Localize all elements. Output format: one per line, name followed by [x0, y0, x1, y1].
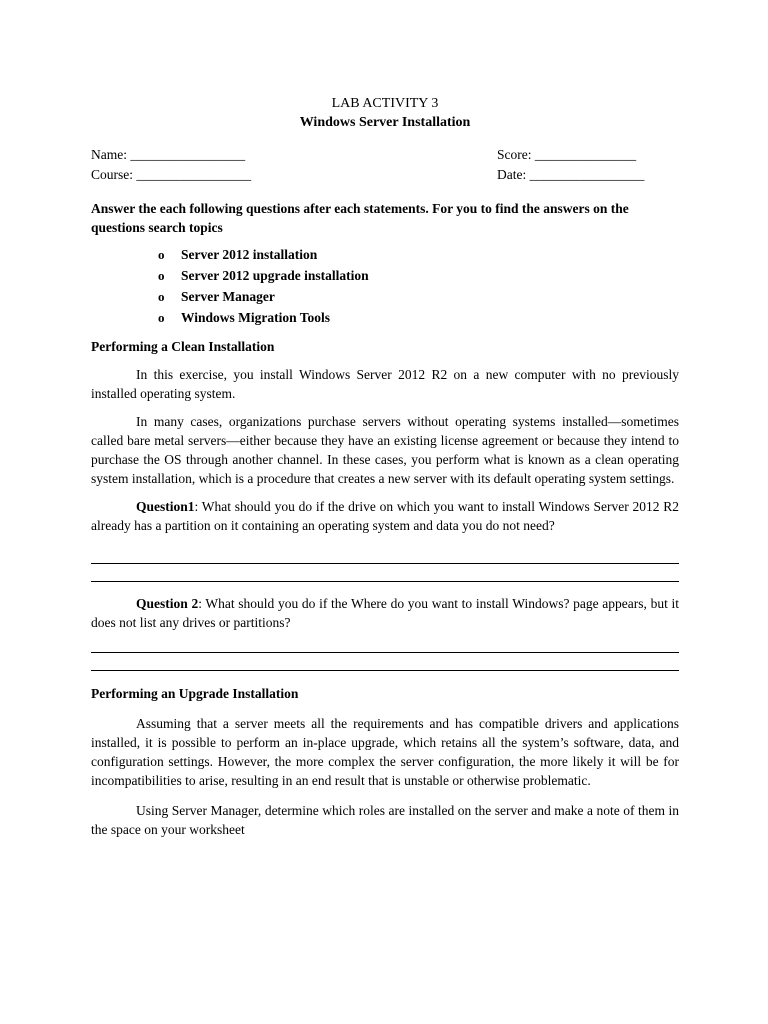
- list-item: [158, 308, 679, 329]
- upgrade-install-paragraph-1: Assuming that a server meets all the requirements and has compatible drivers and applications installed, it is possible to perform an in-place upgrade, which retains all the system’s software, data, and configuration settings. However, the more complex the server configuration, the more likely it will be for incompatibilities to arise, resulting in an end result that is unstable or otherwise problematic.: [91, 716, 679, 788]
- date-field: Date: _________________: [497, 167, 645, 182]
- answer-line: [91, 581, 679, 582]
- question-1: [91, 497, 679, 535]
- answer-line: [91, 670, 679, 671]
- section-heading-clean-install: Performing a Clean Installation: [91, 339, 275, 354]
- clean-install-paragraph-1: In this exercise, you install Windows Server 2012 R2 on a new computer with no previously installed operating system.: [91, 367, 679, 401]
- list-item: [158, 266, 679, 287]
- topic-label: Server 2012 installation: [181, 247, 318, 262]
- topic-label: Server Manager: [181, 289, 275, 304]
- list-item: [158, 245, 679, 266]
- field-row-2: [91, 165, 679, 185]
- name-field: Name: _________________: [91, 147, 246, 162]
- answer-line: [91, 652, 679, 653]
- list-item: [158, 287, 679, 308]
- score-field: Score: _______________: [497, 147, 637, 162]
- question-1-text: : What should you do if the drive on which you want to install Windows Server 2012 R2 already has a partition on it containing an operating system and data you do not need?: [91, 499, 679, 533]
- topics-list: [91, 245, 679, 329]
- bullet-icon: o: [158, 310, 165, 325]
- instructions: Answer the each following questions after each statements. For you to find the answers on the questions search topics: [91, 201, 629, 235]
- question-2-text: : What should you do if the Where do you want to install Windows? page appears, but it does not list any drives or partitions?: [91, 596, 680, 630]
- course-field: Course: _________________: [91, 167, 252, 182]
- student-info-fields: [91, 145, 679, 185]
- topic-label: Server 2012 upgrade installation: [181, 268, 369, 283]
- bullet-icon: o: [158, 268, 165, 283]
- upgrade-install-paragraph-2: Using Server Manager, determine which roles are installed on the server and make a note of them in the space on your worksheet: [91, 803, 679, 837]
- topic-label: Windows Migration Tools: [181, 310, 331, 325]
- document-subtitle: Windows Server Installation: [299, 115, 471, 130]
- section-heading-upgrade-install: Performing an Upgrade Installation: [91, 686, 299, 701]
- question-2-label: Question 2: [136, 596, 199, 611]
- document-title: LAB ACTIVITY 3: [331, 96, 439, 111]
- field-row-1: [91, 145, 679, 165]
- question-1-label: Question1: [136, 499, 195, 514]
- document-page: [91, 94, 679, 839]
- answer-line: [91, 563, 679, 564]
- bullet-icon: o: [158, 247, 165, 262]
- bullet-icon: o: [158, 289, 165, 304]
- question-2: [91, 594, 679, 632]
- clean-install-paragraph-2: In many cases, organizations purchase servers without operating systems installed—sometimes called bare metal servers—either because they have an existing license agreement or because they intend to purchase the OS through another channel. In these cases, you perform what is known as a clean operating system installation, which is a procedure that creates a new server with its default operating system settings.: [91, 414, 679, 486]
